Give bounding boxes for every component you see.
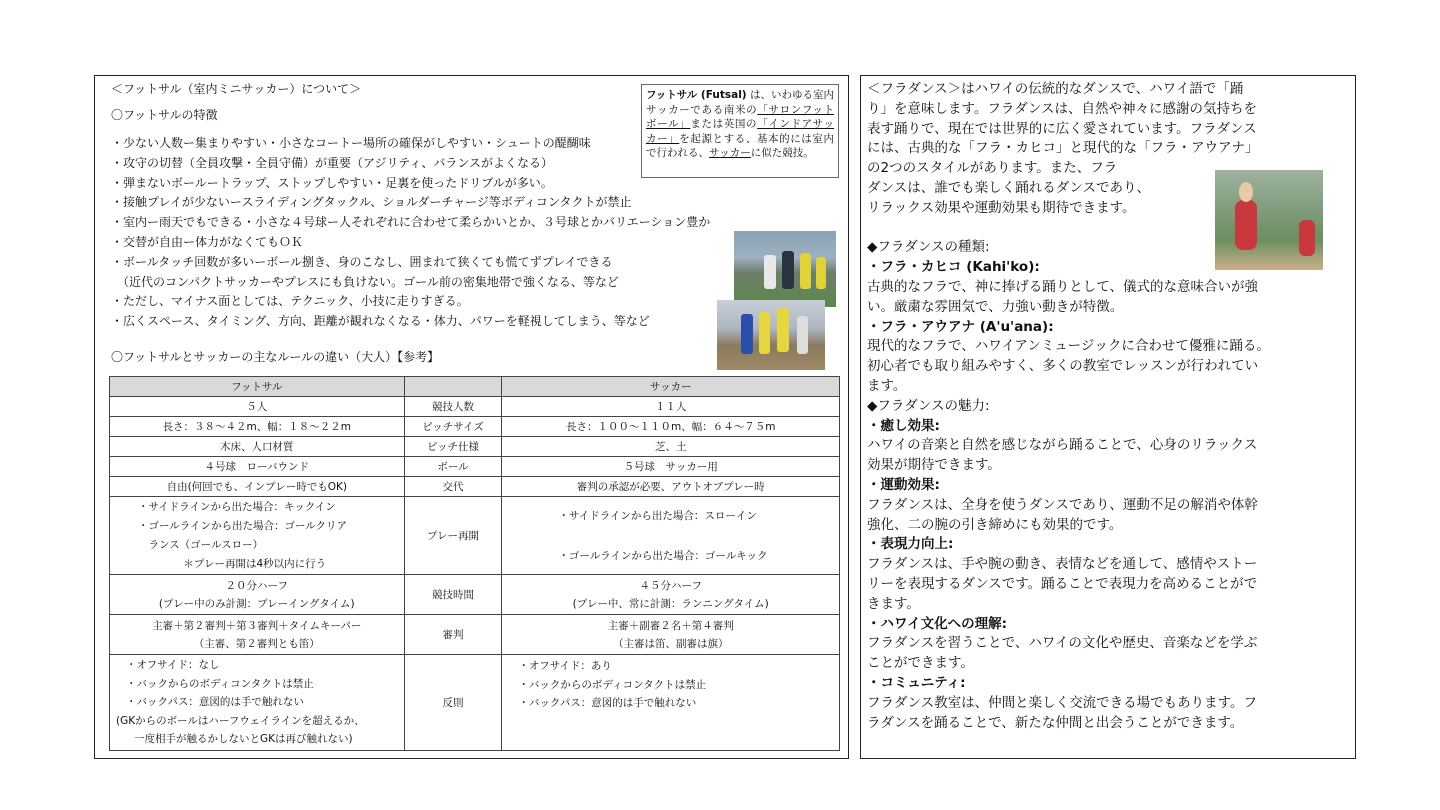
- cell-futsal: [110, 615, 405, 655]
- feature-item: （近代のコンパクトサッカーやプレスにも負けない。ゴール前の密集地帯で強くなる、等など: [111, 274, 619, 289]
- feature-item: ・室内ー雨天でもできる・小さな４号球ー人それぞれに合わせて柔らかいとか、３号球とかバリエーション豊か: [111, 215, 711, 230]
- hula-intro-line: リラックス効果や運動効果も期待できます。: [867, 199, 1136, 216]
- salon-football-link[interactable]: 「サロンフットボール」: [646, 103, 835, 130]
- futsal-definition-box: [641, 84, 839, 178]
- auana-text: ます。: [867, 377, 907, 394]
- cell-line: (GKからのボールはハーフウェイラインを超えるか、: [116, 714, 365, 727]
- cell-item: ピッチ仕様: [404, 437, 502, 457]
- cell-soccer: [502, 497, 840, 575]
- cell-soccer: [502, 575, 840, 615]
- cell-line: ・サイドラインから出た場合：スローイン: [558, 509, 757, 522]
- hula-intro-line: 表す踊りで、現在では世界的に広く愛されています。フラダンス: [867, 120, 1257, 137]
- cell-line: ２０分ハーフ: [225, 579, 289, 592]
- cell-line: ４５分ハーフ: [639, 579, 702, 592]
- cell-line: ・バックからのボディコンタクトは禁止: [518, 678, 707, 691]
- table-row: [110, 575, 840, 615]
- table-row: [110, 655, 840, 751]
- rules-comparison-table: [109, 376, 840, 751]
- table-row: [110, 497, 840, 575]
- cell-item: プレー再開: [404, 497, 502, 575]
- cell-line: (プレー中、常に計測：ランニングタイム): [572, 597, 769, 610]
- appeal-heading: ◆フラダンスの魅力:: [867, 397, 990, 414]
- feature-item: ・少ない人数ー集まりやすい・小さなコートー場所の確保がしやすい・シュートの醍醐味: [111, 136, 591, 150]
- cell-soccer: 芝、土: [502, 437, 840, 457]
- cell-line: ・バックパス：意図的は手で触れない: [126, 696, 304, 709]
- table-header-row: [110, 377, 840, 397]
- appeal-text: ことができます。: [867, 655, 974, 672]
- table-row: [110, 437, 840, 457]
- feature-item: ・広くスペース、タイミング、方向、距離が観れなくなる・体力、パワーを軽視してしまう、等など: [111, 314, 650, 329]
- table-row: [110, 457, 840, 477]
- cell-line: 一度相手が触るかしないとGKは再び触れない): [134, 733, 353, 746]
- cell-line: ランス（ゴールスロー）: [138, 538, 264, 551]
- appeal-text: 強化、二の腕の引き締めにも効果的です。: [867, 516, 1123, 533]
- appeal-text: フラダンスは、手や腕の動き、表情などを通して、感情やストー: [867, 556, 1258, 573]
- cell-line: (プレー中のみ計測：プレーイングタイム): [158, 597, 355, 610]
- definition-text: に似た競技。: [750, 147, 814, 159]
- futsal-panel: [94, 75, 849, 759]
- table-row: [110, 477, 840, 497]
- appeal-text: きます。: [867, 595, 920, 612]
- cell-futsal: [110, 655, 405, 751]
- appeal-label: ・表現力向上:: [867, 536, 954, 553]
- cell-soccer: ５号球 サッカー用: [502, 457, 840, 477]
- hula-intro-line: の2つのスタイルがあります。また、フラ: [867, 160, 1118, 177]
- appeal-text: フラダンスを習うことで、ハワイの文化や歴史、音楽などを学ぶ: [867, 635, 1258, 652]
- auana-text: 現代的なフラで、ハワイアンミュージックに合わせて優雅に踊る。: [867, 338, 1270, 355]
- cell-item: 競技人数: [404, 397, 502, 417]
- appeal-text: フラダンス教室は、仲間と楽しく交流できる場でもあります。フ: [867, 694, 1258, 711]
- header-soccer: サッカー: [502, 377, 840, 397]
- kahiko-label: ・フラ・カヒコ (Kahi'ko):: [867, 259, 1040, 276]
- futsal-title: ＜フットサル（室内ミニサッカー）について＞: [111, 82, 362, 96]
- appeal-label: ・コミュニティ:: [867, 674, 966, 691]
- types-heading: ◆フラダンスの種類:: [867, 239, 990, 256]
- cell-futsal: [110, 497, 405, 575]
- cell-line: ＊プレー再開は4秒以内に行う: [183, 557, 327, 570]
- appeal-label: ・ハワイ文化への理解:: [867, 615, 1007, 632]
- rules-heading: 〇フットサルとサッカーの主なルールの違い（大人）【参考】: [111, 350, 440, 364]
- definition-term: フットサル: [646, 89, 698, 101]
- auana-label: ・フラ・アウアナ (A'u'ana):: [867, 318, 1054, 335]
- cell-line: ・ゴールラインから出た場合：ゴールキック: [558, 549, 768, 562]
- feature-item: ・攻守の切替（全員攻撃・全員守備）が重要（アジリティ、バランスがよくなる）: [111, 155, 553, 170]
- feature-item: ・ボールタッチ回数が多いーボール捌き、身のこなし、囲まれて狭くても慌てずプレイできる: [111, 254, 613, 269]
- cell-soccer: [502, 655, 840, 751]
- cell-futsal: ５人: [110, 397, 405, 417]
- cell-line: ・オフサイド：なし: [126, 659, 220, 672]
- cell-line: （主審、第２審判とも笛）: [193, 637, 320, 650]
- appeal-text: リーを表現するダンスです。踊ることで表現力を高めることがで: [867, 575, 1258, 592]
- hula-intro-line: には、古典的な「フラ・カヒコ」と現代的な「フラ・アウアナ」: [867, 140, 1259, 157]
- cell-line: 主審＋第２審判＋第３審判＋タイムキーパー: [152, 619, 362, 632]
- cell-line: ・オフサイド：あり: [518, 660, 612, 672]
- hula-intro-line: ＜フラダンス＞はハワイの伝統的なダンスで、ハワイ語で「踊: [867, 81, 1244, 97]
- definition-text: は、いわゆる室内サッカーである南米の: [646, 89, 834, 116]
- futsal-photo-indoor: [717, 300, 825, 370]
- cell-item: 交代: [404, 477, 502, 497]
- features-list: [111, 134, 710, 332]
- hula-intro-line: り」を意味します。フラダンスは、自然や神々に感謝の気持ちを: [867, 100, 1258, 117]
- header-futsal: フットサル: [110, 377, 405, 397]
- soccer-link[interactable]: サッカー: [709, 147, 751, 159]
- cell-item: 審判: [404, 615, 502, 655]
- feature-item: ・弾まないボールートラップ、ストップしやすい・足裏を使ったドリブルが多い。: [111, 175, 553, 190]
- cell-soccer: [502, 615, 840, 655]
- appeal-label: ・運動効果:: [867, 476, 940, 493]
- definition-text: を起源とする、基本的には室内で行われる、: [646, 132, 834, 159]
- table-row: [110, 397, 840, 417]
- cell-soccer: 長さ：１００～１１０m、幅：６４～７５m: [502, 417, 840, 437]
- indoor-soccer-link[interactable]: 「インドアサッカー」: [646, 118, 835, 145]
- cell-item: ボール: [404, 457, 502, 477]
- cell-item: 反則: [404, 655, 502, 751]
- hula-panel: [860, 75, 1356, 759]
- header-item: [404, 377, 502, 397]
- kahiko-text: 古典的なフラで、神に捧げる踊りとして、儀式的な意味合いが強: [867, 278, 1258, 295]
- futsal-photo-outdoor: [734, 231, 836, 307]
- cell-line: （主審は笛、副審は旗）: [612, 637, 729, 650]
- cell-item: ピッチサイズ: [404, 417, 502, 437]
- cell-soccer: １１人: [502, 397, 840, 417]
- hula-content: [867, 80, 1351, 733]
- cell-futsal: 長さ：３８～４２m、幅：１８～２２m: [110, 417, 405, 437]
- feature-item: ・交替が自由ー体力がなくてもＯＫ: [111, 234, 304, 249]
- cell-line: ・ゴールラインから出た場合：ゴールクリア: [138, 519, 348, 532]
- cell-futsal: ４号球 ローバウンド: [110, 457, 405, 477]
- features-heading: 〇フットサルの特徴: [111, 108, 218, 122]
- table-row: [110, 615, 840, 655]
- hula-intro-line: ダンスは、誰でも楽しく踊れるダンスであり、: [867, 179, 1150, 196]
- definition-term-en: (Futsal): [697, 89, 747, 101]
- table-row: [110, 417, 840, 437]
- cell-line: ・バックパス：意図的は手で触れない: [518, 697, 697, 709]
- cell-futsal: 木床、人口材質: [110, 437, 405, 457]
- feature-item: ・接触プレイが少ないースライディングタックル、ショルダーチャージ等ボディコンタクトが禁止: [111, 195, 632, 210]
- appeal-text: 効果が期待できます。: [867, 457, 1001, 474]
- appeal-text: フラダンスは、全身を使うダンスであり、運動不足の解消や体幹: [867, 496, 1258, 513]
- auana-text: 初心者でも取り組みやすく、多くの教室でレッスンが行われてい: [867, 358, 1259, 375]
- appeal-text: ラダンスを踊ることで、新たな仲間と出会うことができます。: [867, 714, 1244, 731]
- kahiko-text: い。厳粛な雰囲気で、力強い動きが特徴。: [867, 298, 1124, 315]
- cell-soccer: 審判の承認が必要、アウトオブプレー時: [502, 477, 840, 497]
- cell-item: 競技時間: [404, 575, 502, 615]
- feature-item: ・ただし、マイナス面としては、テクニック、小技に走りすぎる。: [111, 294, 469, 309]
- cell-line: 主審＋副審２名＋第４審判: [607, 619, 734, 632]
- cell-line: ・サイドラインから出た場合：キックイン: [138, 500, 336, 513]
- appeal-label: ・癒し効果:: [867, 417, 940, 434]
- appeal-text: ハワイの音楽と自然を感じながら踊ることで、心身のリラックス: [867, 437, 1258, 454]
- cell-futsal: [110, 575, 405, 615]
- cell-futsal: 自由(何回でも、インプレー時でもOK): [110, 477, 405, 497]
- cell-line: ・バックからのボディコンタクトは禁止: [126, 677, 314, 690]
- definition-text: または英国の: [690, 118, 758, 130]
